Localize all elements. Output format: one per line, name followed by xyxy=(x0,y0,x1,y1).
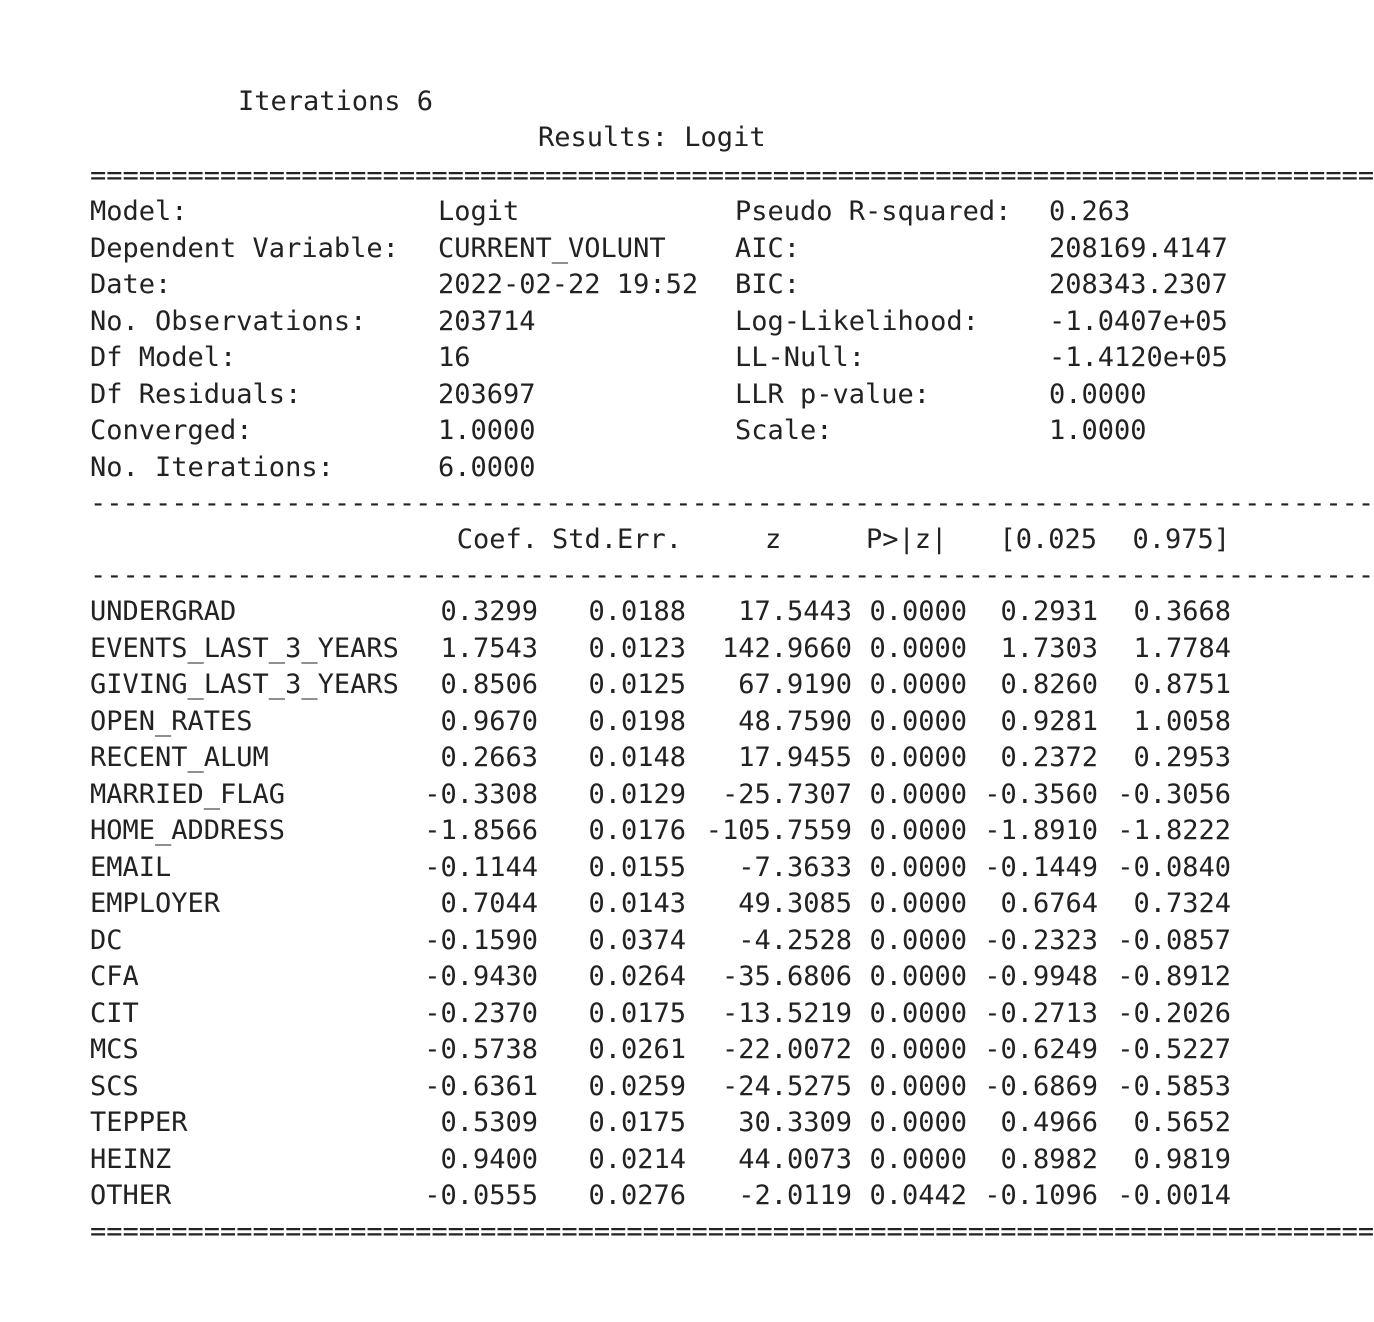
z-value: -25.7307 xyxy=(721,778,852,810)
coef-header-ci-high: 0.975] xyxy=(1132,524,1230,555)
coef-value: -0.9430 xyxy=(424,961,538,992)
p-value: 0.0000 xyxy=(869,888,967,919)
coef-value: -0.1590 xyxy=(424,924,538,956)
ci-high-value: 0.2953 xyxy=(1133,742,1231,773)
p-value: 0.0000 xyxy=(869,924,967,956)
summary-label: No. Observations: xyxy=(90,305,367,337)
p-value: 0.0442 xyxy=(869,1180,967,1211)
z-value: -7.3633 xyxy=(738,851,852,883)
z-value: -2.0119 xyxy=(738,1180,852,1211)
summary-value: 1.0000 xyxy=(438,415,536,446)
coef-value: 0.5309 xyxy=(440,1107,538,1138)
iterations-text: Iterations 6 xyxy=(238,86,434,117)
summary-label-2: Scale: xyxy=(735,415,833,446)
coef-value: 0.9670 xyxy=(440,705,538,737)
summary-label-2: AIC: xyxy=(735,232,801,264)
coef-value: 0.9400 xyxy=(440,1143,538,1175)
ci-low-value: -0.2323 xyxy=(984,924,1098,956)
ci-low-value: -0.9948 xyxy=(984,961,1098,992)
variable-name: RECENT_ALUM xyxy=(90,742,269,773)
z-value: 17.5443 xyxy=(738,596,852,627)
header-bottom-rule: ------------------------------------------------------------------------------- xyxy=(90,560,1374,591)
summary-label-2: Pseudo R-squared: xyxy=(735,196,1012,227)
ci-high-value: -0.8912 xyxy=(1117,961,1231,992)
coef-value: 1.7543 xyxy=(440,632,538,664)
variable-name: EMPLOYER xyxy=(90,888,221,919)
coef-value: -0.0555 xyxy=(424,1180,538,1211)
results-title-line xyxy=(0,120,766,156)
variable-name: TEPPER xyxy=(90,1107,188,1138)
coef-header-ci-low: [0.025 xyxy=(999,524,1097,555)
p-value: 0.0000 xyxy=(869,596,967,627)
summary-label-2: LLR p-value: xyxy=(735,378,931,410)
stderr-value: 0.0175 xyxy=(588,997,686,1029)
variable-name: UNDERGRAD xyxy=(90,596,237,627)
variable-name: SCS xyxy=(90,1070,139,1102)
stderr-value: 0.0125 xyxy=(588,669,686,700)
p-value: 0.0000 xyxy=(869,705,967,737)
ci-high-value: 0.5652 xyxy=(1133,1107,1231,1138)
ci-low-value: -1.8910 xyxy=(984,815,1098,846)
p-value: 0.0000 xyxy=(869,1034,967,1065)
coef-header-stderr: Std.Err. xyxy=(552,524,683,555)
z-value: -4.2528 xyxy=(738,924,852,956)
p-value: 0.0000 xyxy=(869,742,967,773)
p-value: 0.0000 xyxy=(869,1070,967,1102)
variable-name: GIVING_LAST_3_YEARS xyxy=(90,669,399,700)
stderr-value: 0.0214 xyxy=(588,1143,686,1175)
stderr-value: 0.0198 xyxy=(588,705,686,737)
ci-high-value: -0.0014 xyxy=(1117,1180,1231,1211)
coef-value: -0.3308 xyxy=(424,778,538,810)
stderr-value: 0.0374 xyxy=(588,924,686,956)
summary-value: 16 xyxy=(438,342,471,373)
header-top-rule: ------------------------------------------------------------------------------- xyxy=(90,488,1374,519)
summary-value: 6.0000 xyxy=(438,451,536,483)
coef-value: -0.2370 xyxy=(424,997,538,1029)
p-value: 0.0000 xyxy=(869,778,967,810)
ci-high-value: -1.8222 xyxy=(1117,815,1231,846)
variable-name: EVENTS_LAST_3_YEARS xyxy=(90,632,399,664)
p-value: 0.0000 xyxy=(869,815,967,846)
ci-high-value: 0.9819 xyxy=(1133,1143,1231,1175)
variable-name: HEINZ xyxy=(90,1143,172,1175)
ci-low-value: 0.2372 xyxy=(1000,742,1098,773)
z-value: 17.9455 xyxy=(738,742,852,773)
coef-value: 0.7044 xyxy=(440,888,538,919)
z-value: 142.9660 xyxy=(721,632,852,664)
summary-value-2: 0.263 xyxy=(1049,196,1131,227)
variable-name: HOME_ADDRESS xyxy=(90,815,286,846)
summary-value: Logit xyxy=(438,196,520,227)
summary-value: CURRENT_VOLUNT xyxy=(438,232,666,264)
top-double-rule: =============================================================================== xyxy=(90,160,1374,191)
z-value: -35.6806 xyxy=(721,961,852,992)
ci-low-value: 0.2931 xyxy=(1000,596,1098,627)
coef-value: 0.2663 xyxy=(440,742,538,773)
summary-value-2: 208169.4147 xyxy=(1049,232,1228,264)
iterations-line xyxy=(0,84,434,120)
stderr-value: 0.0259 xyxy=(588,1070,686,1102)
coef-value: -0.5738 xyxy=(424,1034,538,1065)
ci-low-value: 0.4966 xyxy=(1000,1107,1098,1138)
summary-value-2: -1.0407e+05 xyxy=(1049,305,1228,337)
p-value: 0.0000 xyxy=(869,1107,967,1138)
ci-low-value: -0.1096 xyxy=(984,1180,1098,1211)
ci-low-value: -0.2713 xyxy=(984,997,1098,1029)
z-value: -24.5275 xyxy=(721,1070,852,1102)
variable-name: OPEN_RATES xyxy=(90,705,253,737)
z-value: 44.0073 xyxy=(738,1143,852,1175)
summary-label: Df Model: xyxy=(90,342,237,373)
z-value: -22.0072 xyxy=(721,1034,852,1065)
stderr-value: 0.0188 xyxy=(588,596,686,627)
summary-value-2: -1.4120e+05 xyxy=(1049,342,1228,373)
variable-name: CFA xyxy=(90,961,139,992)
coef-value: -0.1144 xyxy=(424,851,538,883)
coef-header-z: z xyxy=(765,524,782,555)
variable-name: EMAIL xyxy=(90,851,172,883)
stderr-value: 0.0155 xyxy=(588,851,686,883)
ci-low-value: -0.6869 xyxy=(984,1070,1098,1102)
z-value: 30.3309 xyxy=(738,1107,852,1138)
ci-high-value: 0.7324 xyxy=(1133,888,1231,919)
variable-name: OTHER xyxy=(90,1180,172,1211)
coef-value: 0.8506 xyxy=(440,669,538,700)
coef-value: 0.3299 xyxy=(440,596,538,627)
coef-header-p: P>|z| xyxy=(866,524,948,555)
variable-name: MCS xyxy=(90,1034,139,1065)
z-value: 48.7590 xyxy=(738,705,852,737)
ci-high-value: 0.8751 xyxy=(1133,669,1231,700)
coef-value: -0.6361 xyxy=(424,1070,538,1102)
stderr-value: 0.0129 xyxy=(588,778,686,810)
ci-high-value: -0.2026 xyxy=(1117,997,1231,1029)
summary-label-2: Log-Likelihood: xyxy=(735,305,979,337)
p-value: 0.0000 xyxy=(869,851,967,883)
variable-name: DC xyxy=(90,924,123,956)
ci-high-value: -0.0840 xyxy=(1117,851,1231,883)
bottom-double-rule: =============================================================================== xyxy=(90,1216,1374,1247)
ci-low-value: 0.9281 xyxy=(1000,705,1098,737)
summary-value-2: 208343.2307 xyxy=(1049,269,1228,300)
summary-label-2: BIC: xyxy=(735,269,801,300)
z-value: 49.3085 xyxy=(738,888,852,919)
ci-low-value: 1.7303 xyxy=(1000,632,1098,664)
ci-low-value: 0.8260 xyxy=(1000,669,1098,700)
ci-high-value: -0.3056 xyxy=(1117,778,1231,810)
stderr-value: 0.0123 xyxy=(588,632,686,664)
summary-value-2: 1.0000 xyxy=(1049,415,1147,446)
z-value: -13.5219 xyxy=(721,997,852,1029)
summary-label: Df Residuals: xyxy=(90,378,302,410)
summary-value: 203697 xyxy=(438,378,536,410)
ci-high-value: 1.0058 xyxy=(1133,705,1231,737)
summary-value: 2022-02-22 19:52 xyxy=(438,269,699,300)
coef-value: -1.8566 xyxy=(424,815,538,846)
coef-header-row xyxy=(0,522,1230,558)
ci-low-value: -0.6249 xyxy=(984,1034,1098,1065)
p-value: 0.0000 xyxy=(869,961,967,992)
stderr-value: 0.0264 xyxy=(588,961,686,992)
z-value: 67.9190 xyxy=(738,669,852,700)
summary-value-2: 0.0000 xyxy=(1049,378,1147,410)
variable-name: MARRIED_FLAG xyxy=(90,778,286,810)
summary-label: Model: xyxy=(90,196,188,227)
ci-high-value: -0.0857 xyxy=(1117,924,1231,956)
stderr-value: 0.0176 xyxy=(588,815,686,846)
ci-low-value: 0.6764 xyxy=(1000,888,1098,919)
coef-header-coef: Coef. xyxy=(456,524,538,555)
ci-high-value: -0.5853 xyxy=(1117,1070,1231,1102)
summary-label: Date: xyxy=(90,269,172,300)
stderr-value: 0.0143 xyxy=(588,888,686,919)
ci-high-value: 0.3668 xyxy=(1133,596,1231,627)
ci-low-value: -0.3560 xyxy=(984,778,1098,810)
stderr-value: 0.0148 xyxy=(588,742,686,773)
z-value: -105.7559 xyxy=(705,815,852,846)
summary-label: Dependent Variable: xyxy=(90,232,399,264)
ci-high-value: -0.5227 xyxy=(1117,1034,1231,1065)
ci-low-value: -0.1449 xyxy=(984,851,1098,883)
summary-label-2: LL-Null: xyxy=(735,342,866,373)
results-title: Results: Logit xyxy=(538,122,766,153)
p-value: 0.0000 xyxy=(869,669,967,700)
ci-low-value: 0.8982 xyxy=(1000,1143,1098,1175)
p-value: 0.0000 xyxy=(869,1143,967,1175)
summary-value: 203714 xyxy=(438,305,536,337)
stderr-value: 0.0175 xyxy=(588,1107,686,1138)
summary-label: No. Iterations: xyxy=(90,451,334,483)
summary-label: Converged: xyxy=(90,415,253,446)
p-value: 0.0000 xyxy=(869,632,967,664)
stderr-value: 0.0261 xyxy=(588,1034,686,1065)
variable-name: CIT xyxy=(90,997,139,1029)
stderr-value: 0.0276 xyxy=(588,1180,686,1211)
p-value: 0.0000 xyxy=(869,997,967,1029)
ci-high-value: 1.7784 xyxy=(1133,632,1231,664)
